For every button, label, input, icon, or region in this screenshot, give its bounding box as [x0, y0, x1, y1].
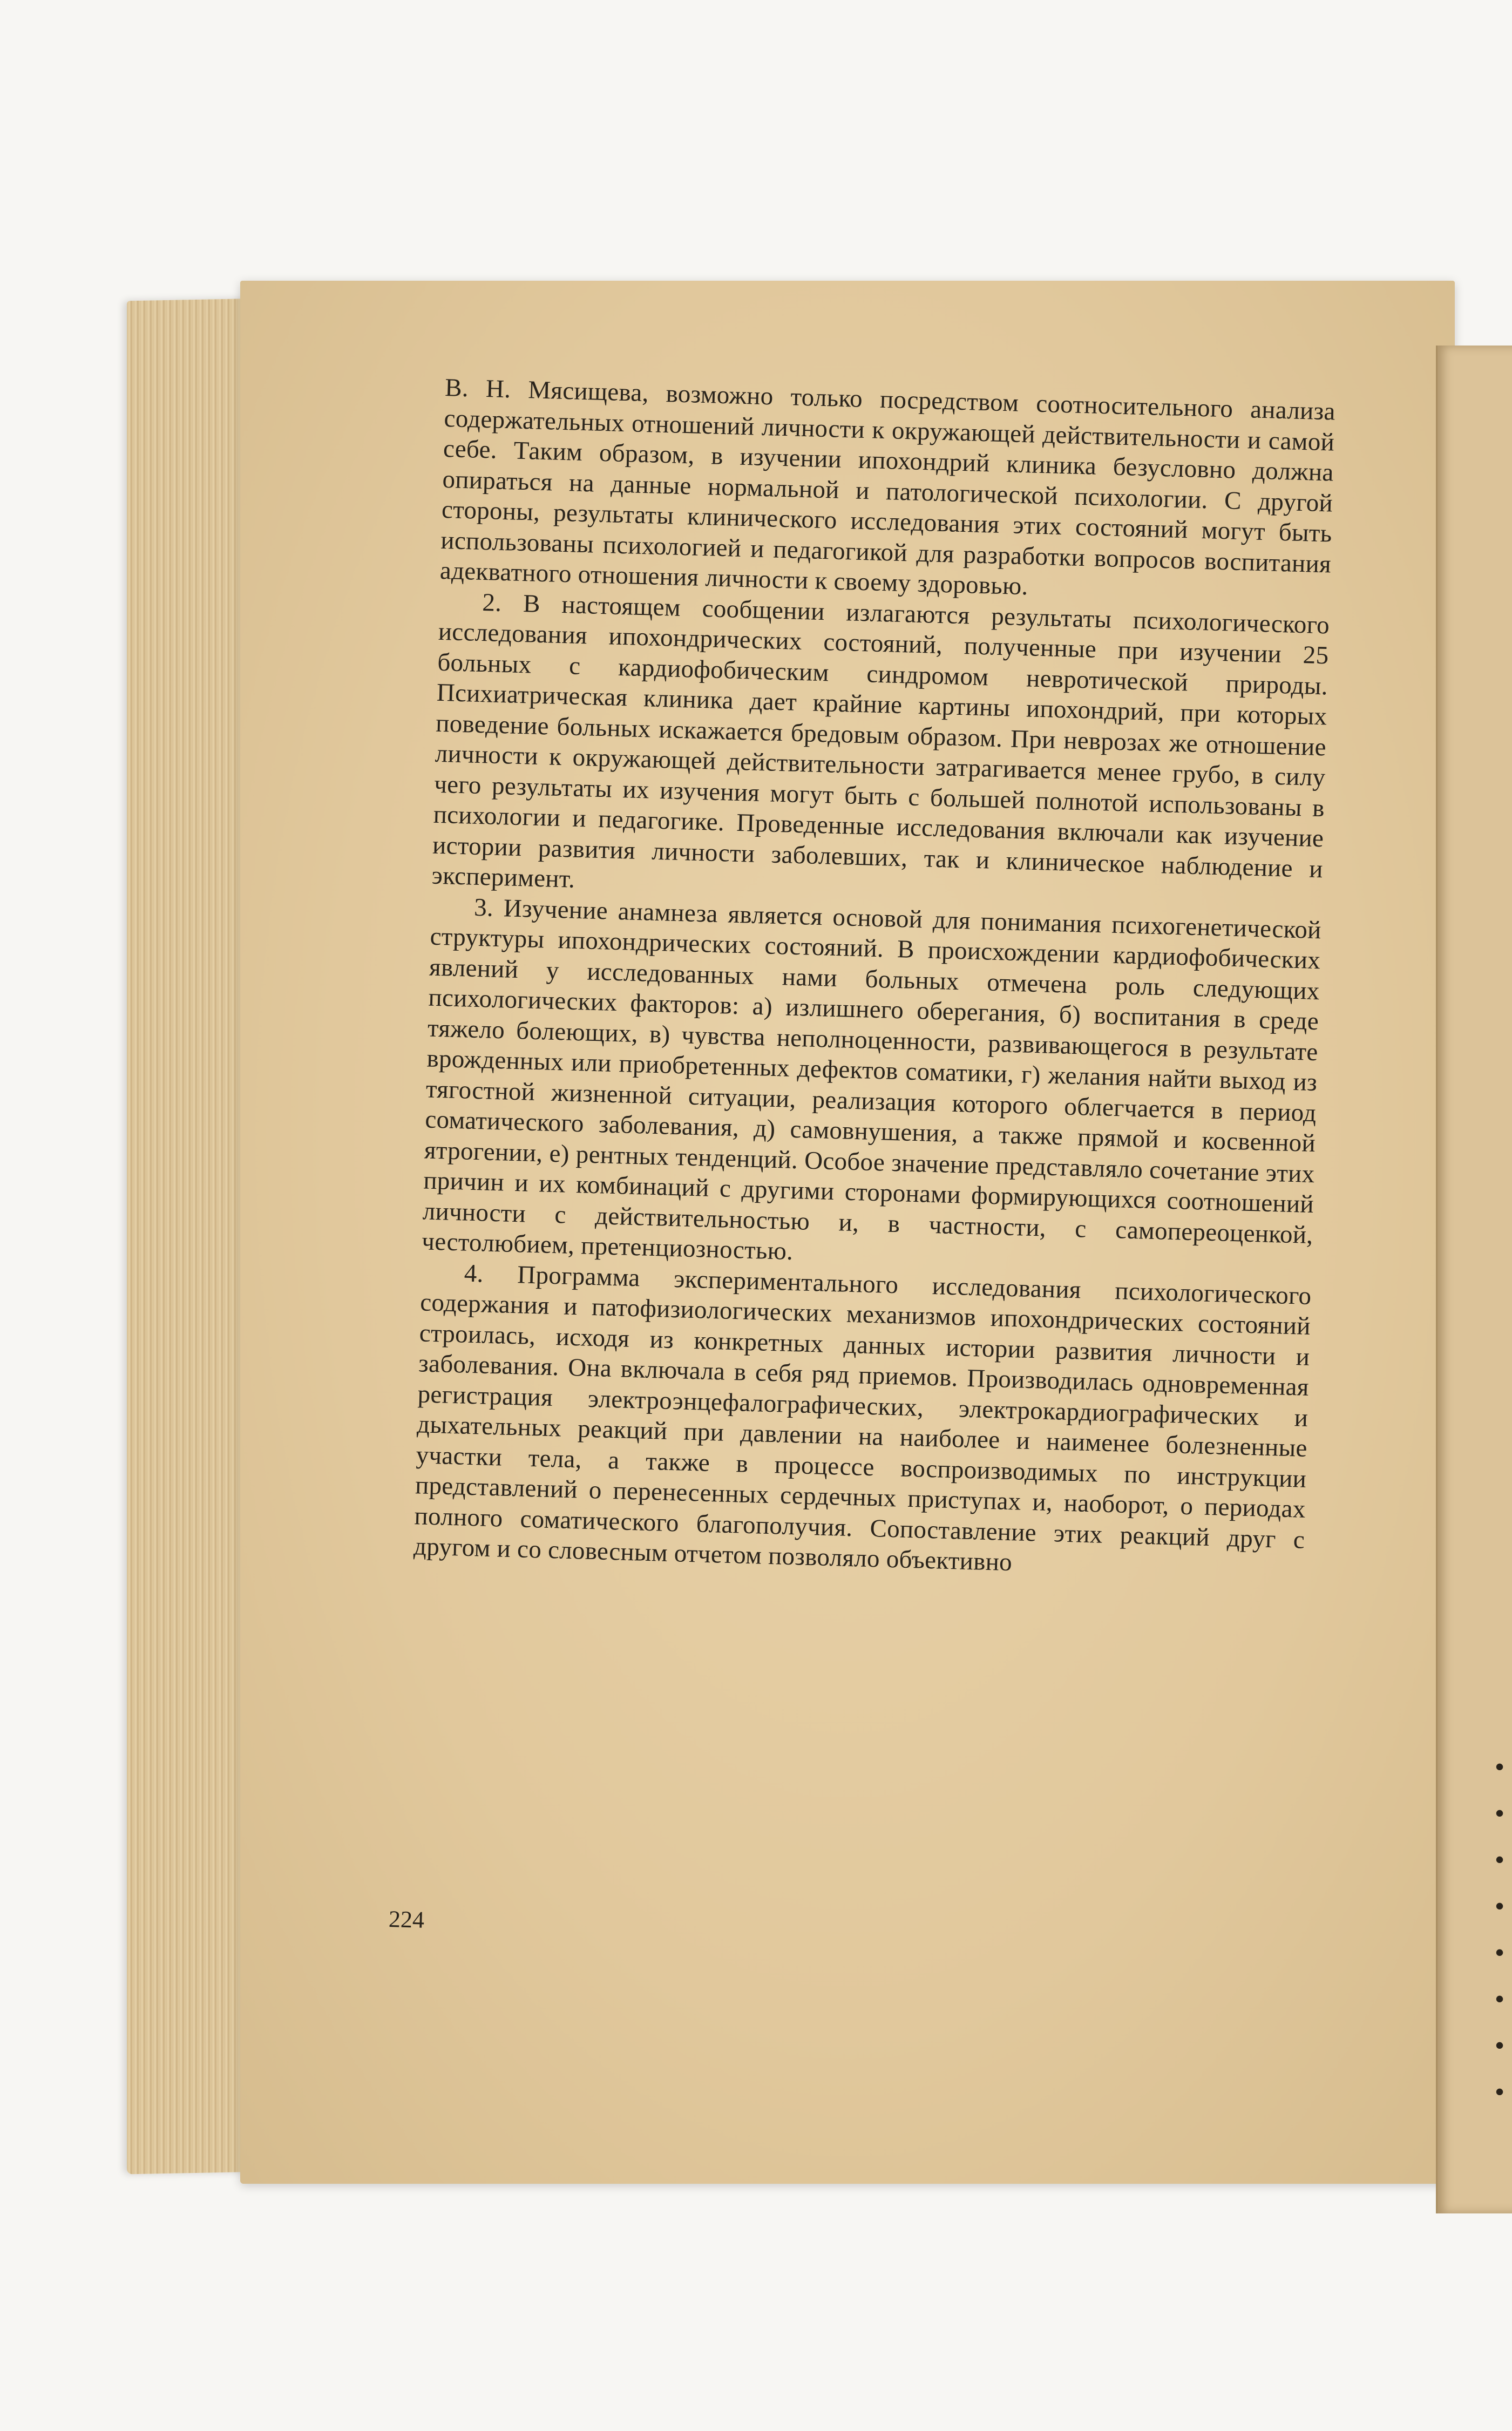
page-number: 224: [388, 1906, 425, 1933]
paragraph-1: В. Н. Мясищева, возможно только посредством соотносительного анализа содержательных отношений личности к окружающей действительности и самой себе. Таким образом, в изучении ипохондрий клиника безусловно должна опираться на данные нормальной и патологической психологии. С другой стороны, результаты клинического исследования этих состояний могут быть использованы психологией и педагогикой для разработки вопросов воспитания адекватного отношения личности к своему здоровью.: [439, 373, 1336, 601]
paragraph-4: 4. Программа экспериментального исследования психологического содержания и патофизиологических механизмов ипохондрических состояний строилась, исходя из конкретных данных истории развития личности и заболевания. Она включала в себя ряд приемов. Производилась одновременная регистрация электроэнцефалографических, электрокардиографических и дыхательных реакций при давлении на наиболее и наименее болезненные участки тела, а также в процессе воспроизводимых по инструкции представлений о перенесенных сердечных приступах и, наоборот, о периодах полного соматического благополучия. Сопоставление этих реакций друг с другом и со словесным отчетом позволяло объективно: [413, 1259, 1312, 1577]
page-body-text: [413, 373, 1335, 1586]
facing-page-text-fragments: • • • • • • • •: [1495, 1753, 1504, 2105]
paragraph-3: 3. Изучение анамнеза является основой для понимания психогенетической структуры ипохондрических состояний. В происхождении кардиофобических явлений у исследованных нами больных отмечена роль следующих психологических факторов: а) излишнего оберегания, б) воспитания в среде тяжело болеющих, в) чувства неполноценности, развивающегося в результате врожденных или приобретенных дефектов соматики, г) желания найти выход из тягостной жизненной ситуации, реализация которого облегчается в период соматического заболевания, д) самовнушения, а также прямой и косвенной ятрогении, е) рентных тенденций. Особое значение представляло сочетание этих причин и их комбинаций с другими сторонами формирующихся соотношений личности с действительностью и, в частности, с самопереоценкой, честолюбием, претенциозностью.: [421, 893, 1322, 1266]
paragraph-2: 2. В настоящем сообщении излагаются результаты психологического исследования ипохондрических состояний, полученные при изучении 25 больных с кардиофобическим синдромом невротической природы. Психиатрическая клиника дает крайние картины ипохондрий, при которых поведение больных искажается бредовым образом. При неврозах же отношение личности к окружающей действительности затрагивается менее грубо, в силу чего результаты их изучения могут быть с большей полнотой использованы в психологии и педагогике. Проведенные исследования включали как изучение истории развития личности заболевших, так и клиническое наблюдение и эксперимент.: [431, 588, 1330, 893]
